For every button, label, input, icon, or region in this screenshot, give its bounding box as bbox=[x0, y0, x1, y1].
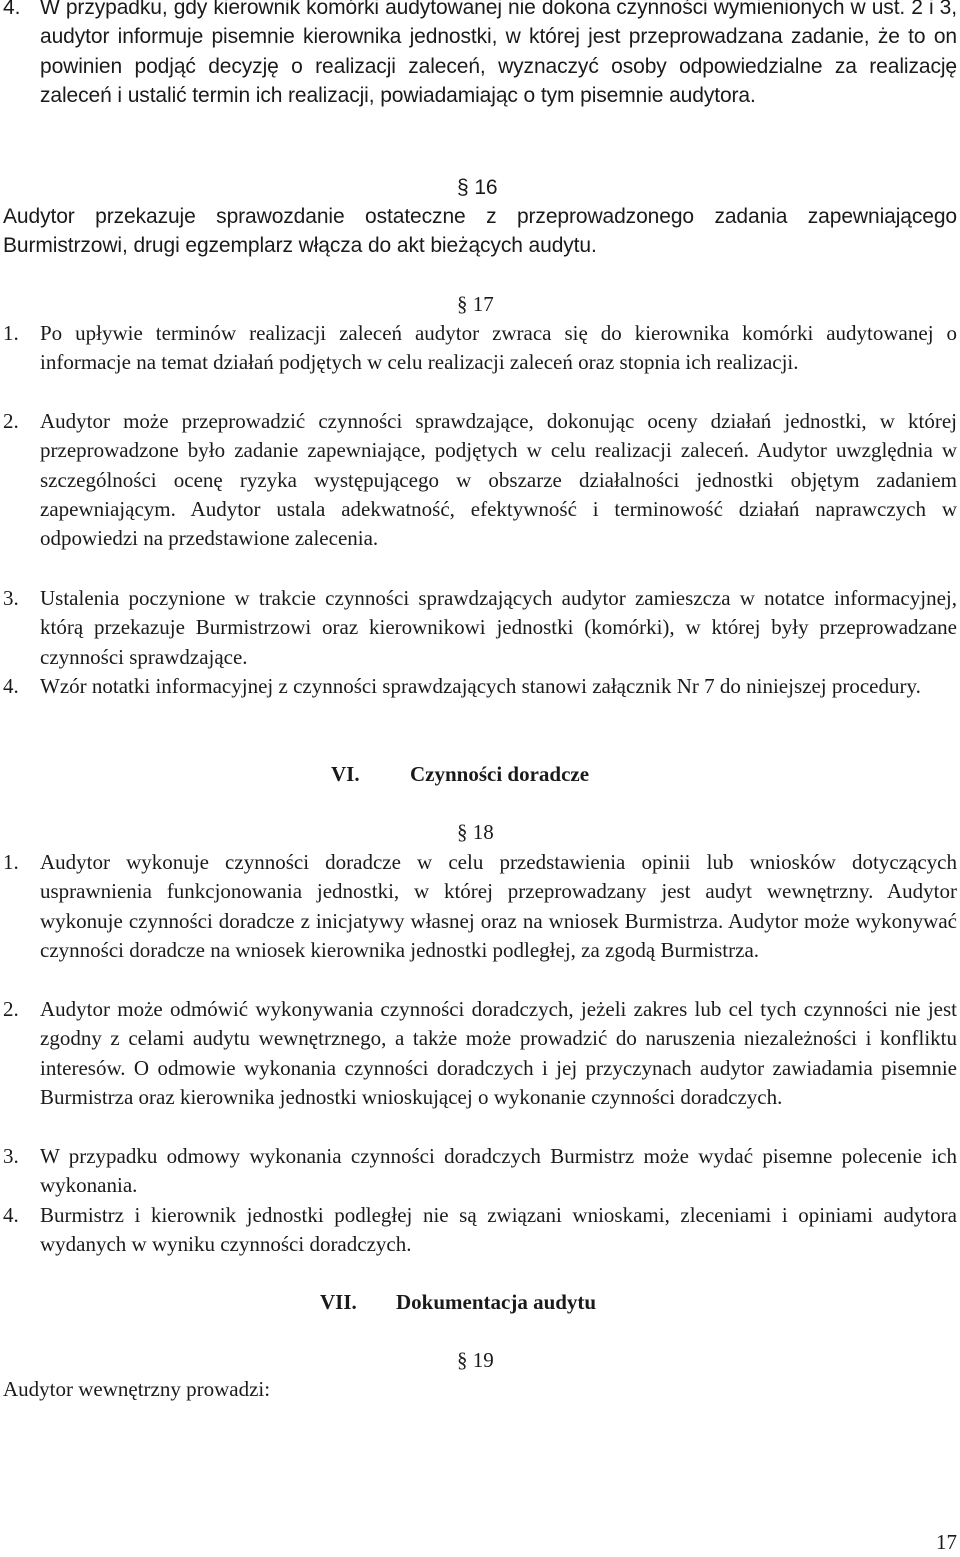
chapter-numeral: VII. bbox=[320, 1290, 357, 1314]
list-item bbox=[0, 584, 957, 672]
section-label-19: § 19 bbox=[457, 1348, 494, 1372]
section-16-text: Audytor przekazuje sprawozdanie ostateczne z przeprowadzonego zadania zapewniającego Burmistrzowi, drugi egzemplarz włącza do akt bieżących audytu. bbox=[3, 205, 957, 258]
item-number: 3. bbox=[3, 1144, 19, 1168]
page-number: 17 bbox=[936, 1530, 957, 1554]
section-label-17: § 17 bbox=[457, 292, 494, 316]
item-text: Ustalenia poczynione w trakcie czynności sprawdzających audytor zamieszcza w notatce informacyjnej, którą przekazuje Burmistrzowi oraz kierownikowi jednostki (komórki), w której były przeprowadzane czynności sprawdzające. bbox=[40, 586, 957, 669]
chapter-numeral: VI. bbox=[331, 762, 360, 786]
item-number: 4. bbox=[3, 0, 21, 19]
list-item bbox=[0, 995, 957, 1112]
section-label-18: § 18 bbox=[457, 820, 494, 844]
item-text: Audytor wykonuje czynności doradcze w celu przedstawienia opinii lub wniosków dotyczących usprawnienia funkcjonowania jednostki, w której przeprowadzany jest audyt wewnętrzny. Audytor wykonuje czynności doradcze z inicjatywy własnej oraz na wniosek Burmistrza. Audytor może wykonywać czynności doradcze na wniosek kierownika jednostki podległej, za zgodą Burmistrza. bbox=[40, 850, 957, 962]
section-19-text: Audytor wewnętrzny prowadzi: bbox=[3, 1377, 271, 1401]
item-number: 3. bbox=[3, 586, 19, 610]
list-item bbox=[0, 0, 957, 110]
item-text: W przypadku odmowy wykonania czynności doradczych Burmistrz może wydać pisemne polecenie ich wykonania. bbox=[40, 1144, 957, 1198]
item-number: 1. bbox=[3, 321, 19, 345]
list-item bbox=[0, 672, 957, 701]
item-text: Po upływie terminów realizacji zaleceń audytor zwraca się do kierownika komórki audytowanej o informacje na temat działań podjętych w celu realizacji zaleceń oraz stopnia ich realizacji. bbox=[40, 321, 957, 375]
item-text: Burmistrz i kierownik jednostki podległej nie są związani wnioskami, zleceniami i opiniami audytora wydanych w wyniku czynności doradczych. bbox=[40, 1203, 957, 1257]
item-text: Audytor może odmówić wykonywania czynności doradczych, jeżeli zakres lub cel tych czynności nie jest zgodny z celami audytu wewnętrznego, a także może prowadzić do naruszenia niezależności i konfliktu interesów. O odmowie wykonania czynności doradczych i jej przyczynach audytor zawiadamia pisemnie Burmistrza oraz kierownika jednostki wnioskującej o wykonanie czynności doradczych. bbox=[40, 997, 957, 1109]
list-item bbox=[0, 848, 957, 965]
item-number: 2. bbox=[3, 409, 19, 433]
item-text: W przypadku, gdy kierownik komórki audytowanej nie dokona czynności wymienionych w ust. 2 i 3, audytor informuje pisemnie kierownika jednostki, w której jest przeprowadzana zadanie, że to on powinien podjąć decyzję o realizacji zaleceń, wyznaczyć osoby odpowiedzialne za realizację zaleceń i ustalić termin ich realizacji, powiadamiając o tym pisemnie audytora. bbox=[40, 0, 957, 107]
item-number: 4. bbox=[3, 674, 19, 698]
item-number: 4. bbox=[3, 1203, 19, 1227]
list-item bbox=[0, 407, 957, 553]
chapter-title: Dokumentacja audytu bbox=[396, 1290, 597, 1314]
item-text: Wzór notatki informacyjnej z czynności sprawdzających stanowi załącznik Nr 7 do niniejszej procedury. bbox=[40, 674, 921, 698]
item-number: 1. bbox=[3, 850, 19, 874]
list-item bbox=[0, 1201, 957, 1260]
item-text: Audytor może przeprowadzić czynności sprawdzające, dokonując oceny działań jednostki, w której przeprowadzone było zadanie zapewniające, podjętych w celu realizacji zaleceń. Audytor uwzględnia w szczególności ocenę ryzyka występującego w obszarze działalności jednostki objętym zadaniem zapewniającym. Audytor ustala adekwatność, efektywność i terminowość działań naprawczych w odpowiedzi na przedstawione zalecenia. bbox=[40, 409, 957, 551]
section-label-16: § 16 bbox=[457, 176, 498, 199]
list-item bbox=[0, 319, 957, 378]
chapter-title: Czynności doradcze bbox=[410, 762, 590, 786]
item-number: 2. bbox=[3, 997, 19, 1021]
list-item bbox=[0, 1142, 957, 1201]
